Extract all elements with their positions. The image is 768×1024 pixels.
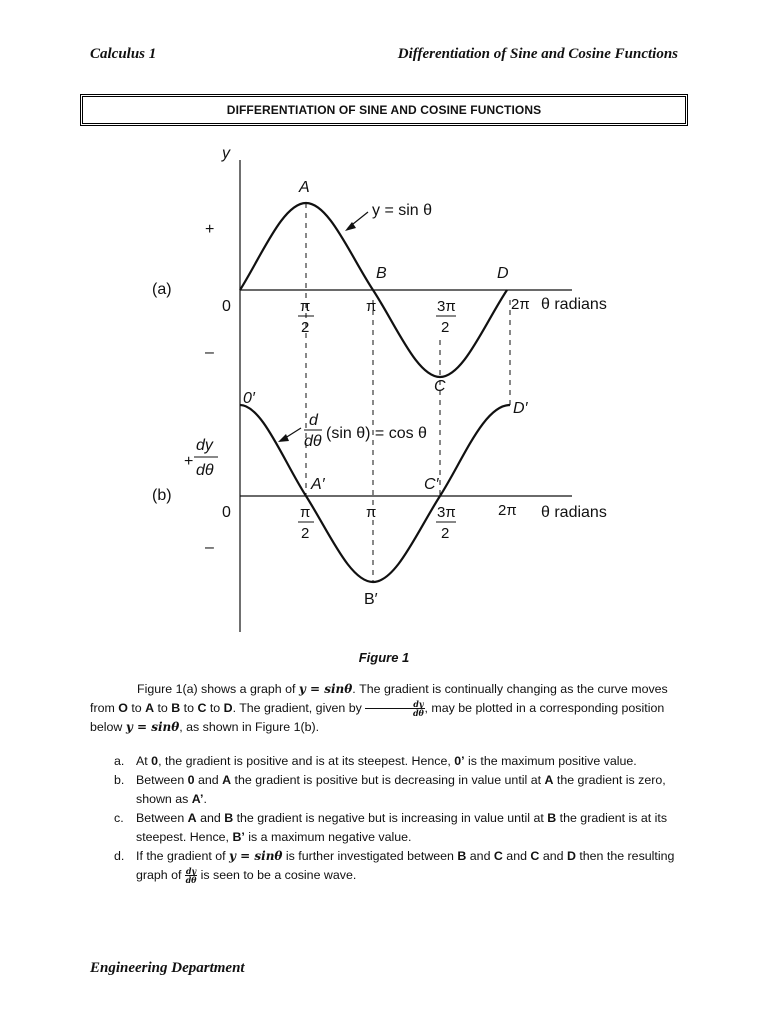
plus-sign-a: +	[205, 221, 215, 238]
curve-label-b-den: dθ	[304, 433, 322, 450]
equation-sin: y = sinθ	[125, 720, 180, 734]
fraction-dy-dtheta: $\frac{dy}{d\theta}$	[185, 866, 197, 886]
curve-label-b-num: d	[309, 412, 318, 429]
tick-a-3pi2-num: 3π	[437, 298, 456, 315]
tick-a-pi: π	[366, 298, 377, 315]
header-right: Differentiation of Sine and Cosine Functions	[397, 46, 678, 62]
tick-a-pi2-num: π	[300, 298, 311, 315]
tick-b-pi2-num: π	[300, 504, 311, 521]
panel-a-label: (a)	[152, 281, 172, 298]
tick-b-pi: π	[366, 504, 377, 521]
explanation-list	[90, 752, 680, 885]
list-item: a. At 0, the gradient is positive and is at its steepest. Hence, 0’ is the maximum positive value.	[114, 754, 637, 768]
x-label-b: θ radians	[541, 504, 607, 521]
minus-sign-a: –	[205, 344, 214, 361]
tick-b-2pi: 2π	[498, 502, 517, 519]
header-left: Calculus 1	[90, 46, 157, 62]
tick-b-3pi2-den: 2	[441, 525, 450, 542]
figure-caption: Figure 1	[358, 650, 410, 665]
point-D-prime: D′	[513, 400, 528, 417]
dashed-guides	[306, 203, 510, 582]
origin-b: 0	[222, 504, 231, 521]
y-axis-label: y	[222, 145, 230, 162]
point-B: B	[376, 265, 387, 282]
footer: Engineering Department	[90, 960, 245, 976]
point-D: D	[497, 265, 509, 282]
tick-a-2pi: 2π	[511, 296, 530, 313]
curve-arrowhead-b	[278, 434, 289, 442]
section-title: DIFFERENTIATION OF SINE AND COSINE FUNCTIONS	[226, 103, 542, 117]
point-B-prime: B′	[364, 591, 378, 608]
list-item: b. Between 0 and A the gradient is positive but is decreasing in value until at A the gradient is zero, shown as A’.	[114, 773, 666, 806]
x-label-a: θ radians	[541, 296, 607, 313]
curve-label-b-rest: (sin θ) = cos θ	[326, 425, 427, 442]
list-item: c. Between A and B the gradient is negative but is increasing in value until at B the gradient is at its steepest. Hence, B’ is a maximum negative value.	[114, 811, 668, 844]
section-title-box	[80, 94, 688, 126]
panel-b-label: (b)	[152, 487, 172, 504]
tick-a-pi2-den: 2	[301, 319, 310, 336]
tick-a-3pi2-den: 2	[441, 319, 450, 336]
y-label-b-den: dθ	[196, 462, 214, 479]
point-O-prime: 0′	[243, 390, 255, 407]
tick-b-3pi2-num: 3π	[437, 504, 456, 521]
point-C: C	[434, 378, 446, 395]
origin-a: 0	[222, 298, 231, 315]
minus-sign-b: –	[205, 539, 214, 556]
plus-sign-b: +	[184, 453, 194, 470]
point-A: A	[299, 179, 310, 196]
point-C-prime: C′	[424, 476, 439, 493]
fraction-dy-dtheta: $\frac{dy}{d\theta}$	[365, 700, 424, 717]
intro-paragraph: Figure 1(a) shows a graph of y = sinθ. The gradient is continually changing as the curve moves from O to A to B to C to D. The gradient, given by $\frac{dy}{d\theta}$ , may be plotted in a corresponding position below y = sinθ, as shown in Figure 1(b).	[90, 682, 668, 734]
curve-label-a: y = sin θ	[372, 202, 433, 219]
list-item: d. If the gradient of y = sinθ is further investigated between B and C and C and D then the resulting graph of $\frac{dy}{d\theta}$ is seen to be a cosine wave.	[114, 849, 675, 886]
point-A-prime: A′	[311, 476, 325, 493]
y-label-b-num: dy	[196, 437, 213, 454]
equation-sin: y = sinθ	[298, 682, 353, 696]
figure-1	[0, 135, 768, 640]
tick-b-pi2-den: 2	[301, 525, 310, 542]
